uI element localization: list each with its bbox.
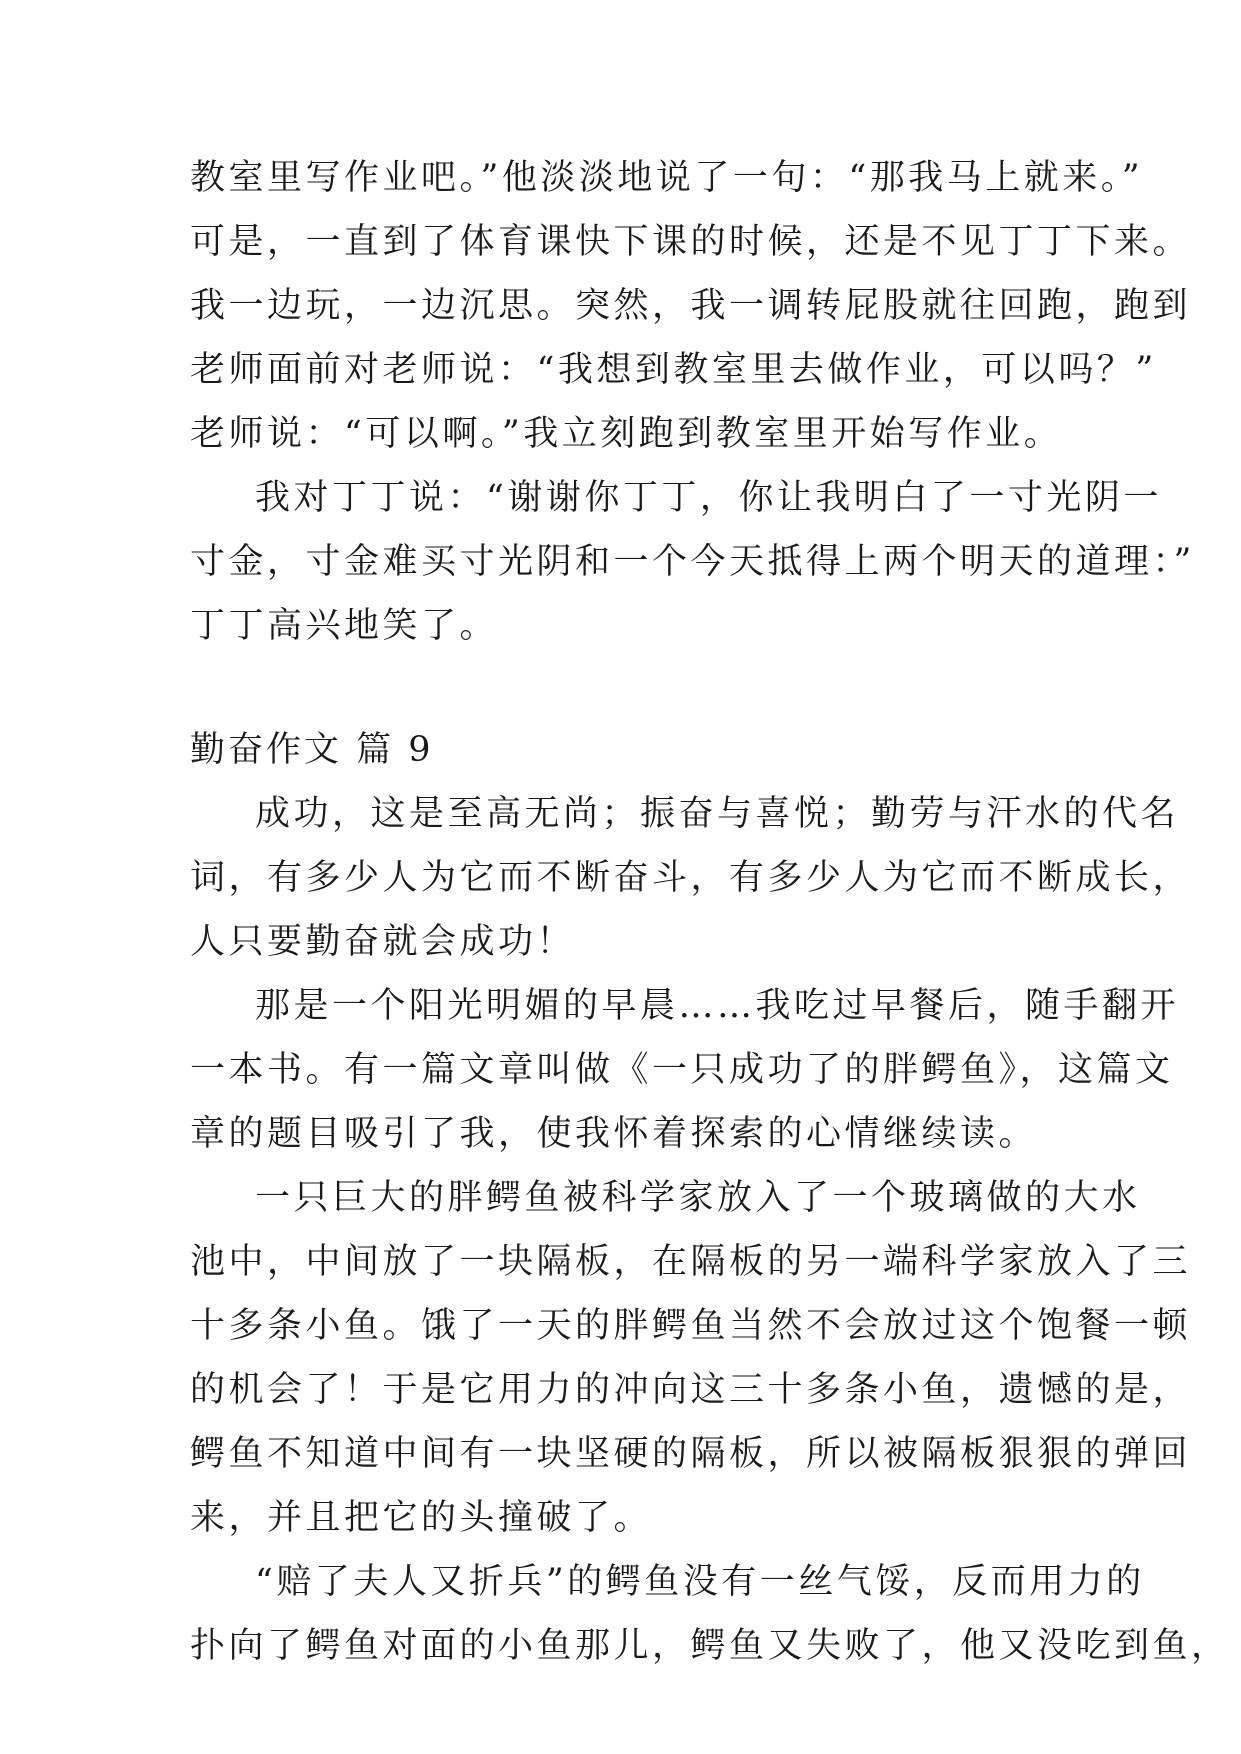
- text-line: 教室里写作业吧。”他淡淡地说了一句：“那我马上就来。”: [190, 158, 1144, 198]
- text-line: 人只要勤奋就会成功！: [190, 922, 576, 962]
- text-line: 池中，中间放了一块隔板，在隔板的另一端科学家放入了三: [190, 1242, 1192, 1282]
- text-line: 老师面前对老师说：“我想到教室里去做作业，可以吗？”: [190, 350, 1157, 390]
- section-heading: 勤奋作文 篇 9: [190, 730, 434, 770]
- text-line: 一本书。有一篇文章叫做《一只成功了的胖鳄鱼》，这篇文: [190, 1050, 1174, 1090]
- text-line: 可是，一直到了体育课快下课的时候，还是不见丁丁下来。: [190, 222, 1192, 262]
- text-line: 扑向了鳄鱼对面的小鱼那儿，鳄鱼又失败了，他又没吃到鱼，: [190, 1626, 1230, 1666]
- text-line: 寸金，寸金难买寸光阴和一个今天抵得上两个明天的道理：”: [190, 542, 1195, 582]
- text-line: 老师说：“可以啊。”我立刻跑到教室里开始写作业。: [190, 414, 1063, 454]
- paragraph-start: 一只巨大的胖鳄鱼被科学家放入了一个玻璃做的大水: [255, 1178, 1141, 1218]
- paragraph-start: 那是一个阳光明媚的早晨……我吃过早餐后，随手翻开: [255, 986, 1180, 1026]
- text-line: 鳄鱼不知道中间有一块坚硬的隔板，所以被隔板狠狠的弹回: [190, 1434, 1192, 1474]
- text-line: 的机会了！于是它用力的冲向这三十多条小鱼，遗憾的是，: [190, 1370, 1192, 1410]
- text-line: 十多条小鱼。饿了一天的胖鳄鱼当然不会放过这个饱餐一顿: [190, 1306, 1192, 1346]
- paragraph-start: “赔了夫人又折兵”的鳄鱼没有一丝气馁，反而用力的: [255, 1562, 1145, 1602]
- text-line: 词，有多少人为它而不断奋斗，有多少人为它而不断成长，: [190, 858, 1192, 898]
- text-line: 章的题目吸引了我，使我怀着探索的心情继续读。: [190, 1114, 1038, 1154]
- text-line: 我一边玩，一边沉思。突然，我一调转屁股就往回跑，跑到: [190, 286, 1192, 326]
- paragraph-start: 我对丁丁说：“谢谢你丁丁，你让我明白了一寸光阴一: [255, 478, 1162, 518]
- text-line: 来，并且把它的头撞破了。: [190, 1498, 653, 1538]
- text-line: 丁丁高兴地笑了。: [190, 606, 499, 646]
- paragraph-start: 成功，这是至高无尚；振奋与喜悦；勤劳与汗水的代名: [255, 794, 1180, 834]
